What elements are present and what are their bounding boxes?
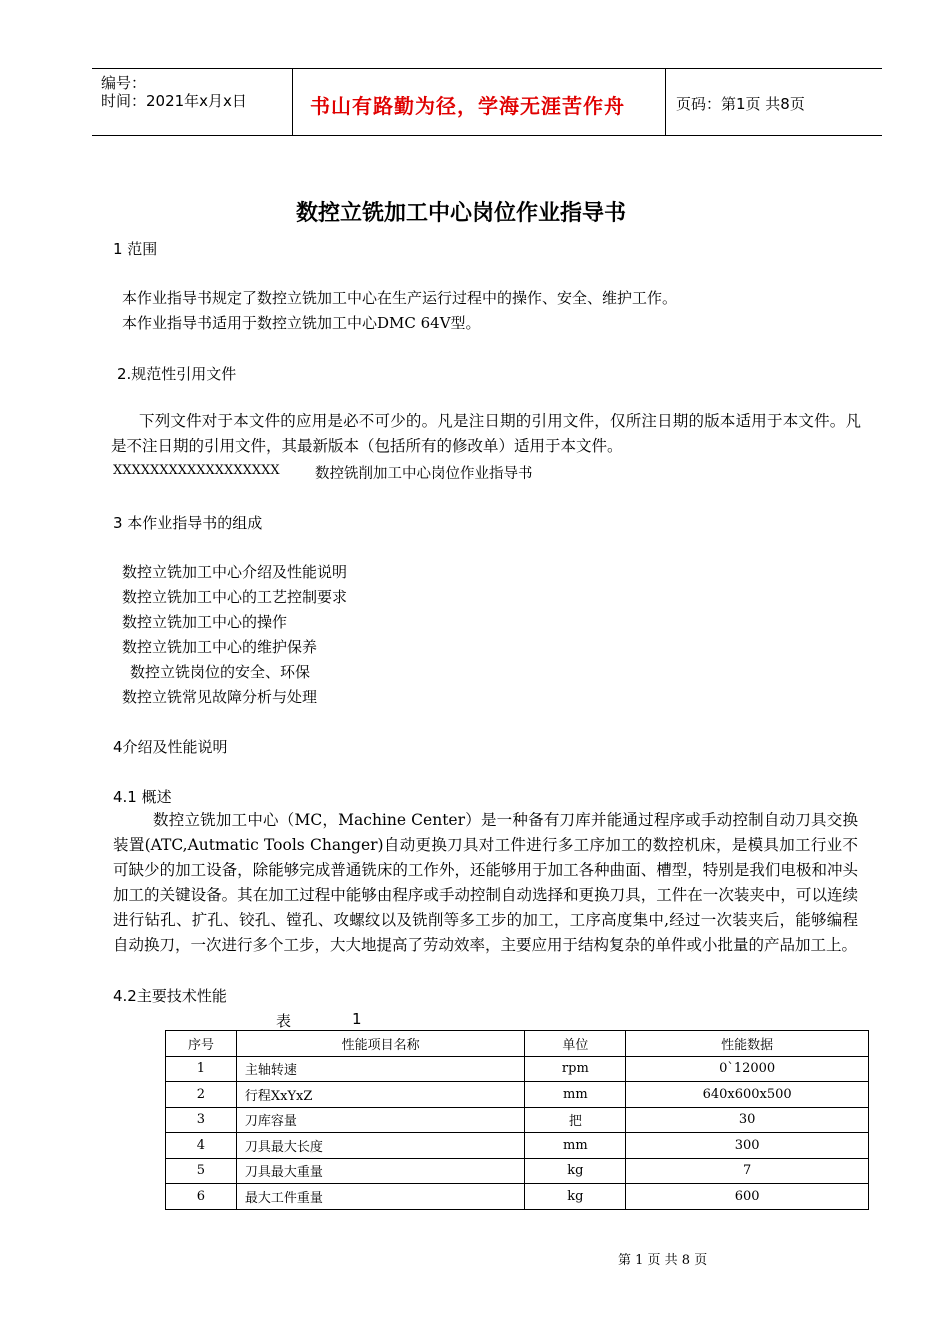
table-cell: 刀库容量 [236, 1107, 525, 1133]
reference-title: 数控铣削加工中心岗位作业指导书 [315, 466, 533, 482]
section-4-2-heading: 4.2主要技术性能 [113, 987, 227, 1005]
performance-table [165, 1030, 869, 1210]
table-header-cell: 性能数据 [626, 1031, 869, 1057]
table-cell: 2 [166, 1082, 237, 1108]
document-title: 数控立铣加工中心岗位作业指导书 [296, 201, 627, 226]
header-number-label: 编号： [101, 74, 147, 92]
table-header-cell: 性能项目名称 [236, 1031, 525, 1057]
table-row [166, 1107, 869, 1133]
table-cell: 4 [166, 1133, 237, 1159]
table-header-cell: 单位 [525, 1031, 626, 1057]
section-4-1-paragraph: 数控立铣加工中心（MC，Machine Center）是一种备有刀库并能通过程序或手动控制自动刀具交换装置(ATC,Autmatic Tools Changer)自动更换刀具对工件进行多工序加工的数控机床，是模具加工行业不可缺少的加工设备，除能够完成普通铣床的工作外，还能够用于加工各种曲面、槽型，特别是我们电极和冲头加工的关键设备。其在加工过程中能够由程序或手动控制自动选择和更换刀具，工件在一次装夹中，可以连续进行钻孔、扩孔、铰孔、镗孔、攻螺纹以及铣削等多工步的加工，工序高度集中,经过一次装夹后，能够编程自动换刀，一次进行多个工步，大大地提高了劳动效率，主要应用于结构复杂的单件或小批量的产品加工上。 [113, 811, 858, 954]
table-row [166, 1158, 869, 1184]
table-cell: 640x600x500 [626, 1082, 869, 1108]
table-cell: 6 [166, 1184, 237, 1210]
section-1-heading: 1 范围 [113, 240, 158, 258]
section-3-heading: 3 本作业指导书的组成 [113, 514, 263, 532]
table-cell: rpm [525, 1056, 626, 1082]
table-cell: 把 [525, 1107, 626, 1133]
table-cell: 5 [166, 1158, 237, 1184]
composition-item: 数控立铣加工中心的工艺控制要求 [122, 588, 348, 606]
table-cell: mm [525, 1133, 626, 1159]
header-page-info: 页码：第1页 共8页 [676, 95, 805, 113]
table-cell: 行程XxYxZ [236, 1082, 525, 1108]
reference-code: XXXXXXXXXXXXXXXXXX [113, 463, 280, 478]
page-footer: 第 1 页 共 8 页 [618, 1253, 708, 1268]
header-divider-right [665, 68, 666, 136]
composition-item: 数控立铣加工中心的维护保养 [122, 638, 318, 656]
table-header-cell: 序号 [166, 1031, 237, 1057]
table-cell: 1 [166, 1056, 237, 1082]
section-1-line-1: 本作业指导书规定了数控立铣加工中心在生产运行过程中的操作、安全、维护工作。 [122, 289, 678, 307]
table-cell: 刀具最大重量 [236, 1158, 525, 1184]
table-cell: 300 [626, 1133, 869, 1159]
table-row [166, 1082, 869, 1108]
table-cell: 刀具最大长度 [236, 1133, 525, 1159]
table-row [166, 1056, 869, 1082]
header-motto: 书山有路勤为径，学海无涯苦作舟 [310, 94, 625, 118]
table-cell: 7 [626, 1158, 869, 1184]
composition-item: 数控立铣加工中心介绍及性能说明 [122, 563, 348, 581]
header-bottom-rule [92, 135, 882, 136]
table-cell: 30 [626, 1107, 869, 1133]
section-4-heading: 4介绍及性能说明 [113, 738, 228, 756]
composition-item: 数控立铣常见故障分析与处理 [122, 688, 318, 706]
section-2-paragraph: 下列文件对于本文件的应用是必不可少的。凡是注日期的引用文件，仅所注日期的版本适用于本文件。凡是不注日期的引用文件，其最新版本（包括所有的修改单）适用于本文件。 [111, 412, 861, 455]
table-row [166, 1133, 869, 1159]
table-row [166, 1184, 869, 1210]
section-2-heading: 2.规范性引用文件 [117, 365, 237, 383]
table-cell: 3 [166, 1107, 237, 1133]
table-cell: kg [525, 1158, 626, 1184]
table-header-row [166, 1031, 869, 1057]
table-cell: mm [525, 1082, 626, 1108]
header-divider-left [292, 68, 293, 136]
table-cell: 600 [626, 1184, 869, 1210]
composition-item: 数控立铣岗位的安全、环保 [130, 663, 311, 681]
table-cell: kg [525, 1184, 626, 1210]
header-time-label: 时间：2021年x月x日 [101, 92, 247, 110]
table-caption-label: 表 [276, 1012, 292, 1030]
composition-item: 数控立铣加工中心的操作 [122, 613, 288, 631]
table-cell: 0`12000 [626, 1056, 869, 1082]
table-cell: 最大工件重量 [236, 1184, 525, 1210]
table-cell: 主轴转速 [236, 1056, 525, 1082]
table-caption-number: 1 [352, 1010, 362, 1028]
header-top-rule [92, 68, 882, 69]
section-4-1-heading: 4.1 概述 [113, 788, 172, 806]
section-1-line-2: 本作业指导书适用于数控立铣加工中心DMC 64V型。 [122, 314, 481, 332]
